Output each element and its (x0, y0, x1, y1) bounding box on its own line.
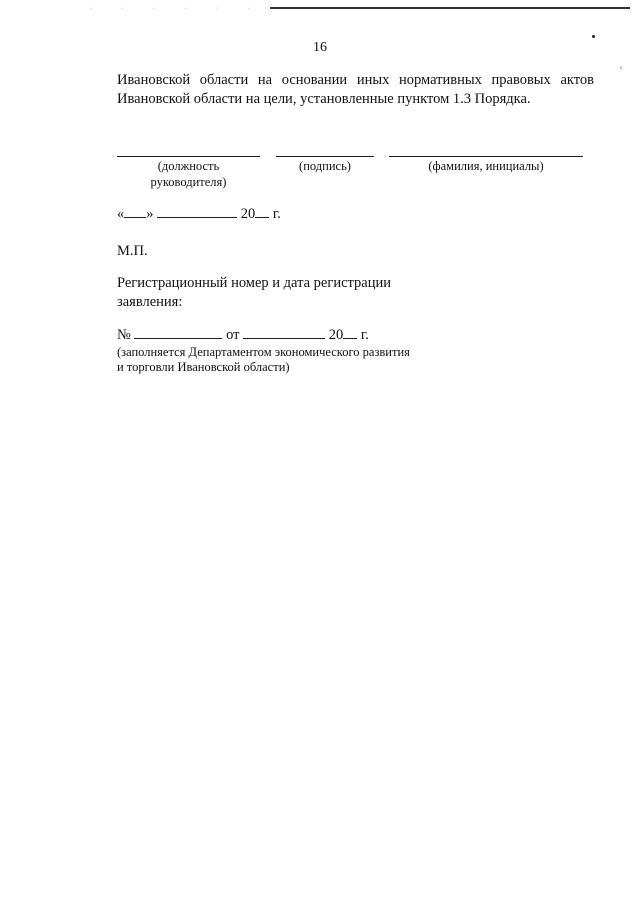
from-word: от (226, 327, 240, 343)
scan-dot (592, 35, 595, 38)
close-quote: » (146, 206, 154, 222)
seal-label: М.П. (117, 243, 148, 259)
registration-year-field[interactable] (343, 326, 357, 339)
month-field[interactable] (157, 205, 237, 218)
registration-row (117, 326, 369, 344)
name-caption: (фамилия, инициалы) (428, 159, 544, 173)
date-row (117, 205, 281, 223)
signature-field-line[interactable] (276, 156, 374, 157)
year-prefix: 20 (240, 206, 256, 222)
scan-top-border (270, 7, 630, 9)
registration-date-field[interactable] (243, 326, 325, 339)
intro-line-1: Ивановской области на основании иных нормативных правовых актов (117, 72, 594, 88)
signature-caption: (подпись) (299, 159, 351, 173)
position-caption: (должность руководителя) (150, 159, 227, 189)
intro-line-2: Ивановской области на цели, установленные пунктом 1.3 Порядка. (117, 91, 531, 107)
number-sign: № (117, 327, 131, 343)
day-field[interactable] (124, 205, 146, 218)
registration-note: (заполняется Департаментом экономического развития и торговли Ивановской области) (117, 345, 410, 374)
open-quote: « (117, 206, 125, 222)
reg-year-prefix: 20 (328, 327, 344, 343)
intro-paragraph (117, 71, 594, 109)
position-field-line[interactable] (117, 156, 260, 157)
reg-year-suffix: г. (360, 327, 369, 343)
page-number: 16 (313, 40, 327, 55)
name-field-line[interactable] (389, 156, 583, 157)
year-suffix: г. (272, 206, 281, 222)
registration-label: Регистрационный номер и дата регистрации заявления: (117, 275, 391, 310)
scan-specks: · · · · · · · · · · (90, 6, 390, 12)
scan-mark: ᵛ (620, 64, 623, 73)
year-field[interactable] (255, 205, 269, 218)
registration-number-field[interactable] (134, 326, 222, 339)
